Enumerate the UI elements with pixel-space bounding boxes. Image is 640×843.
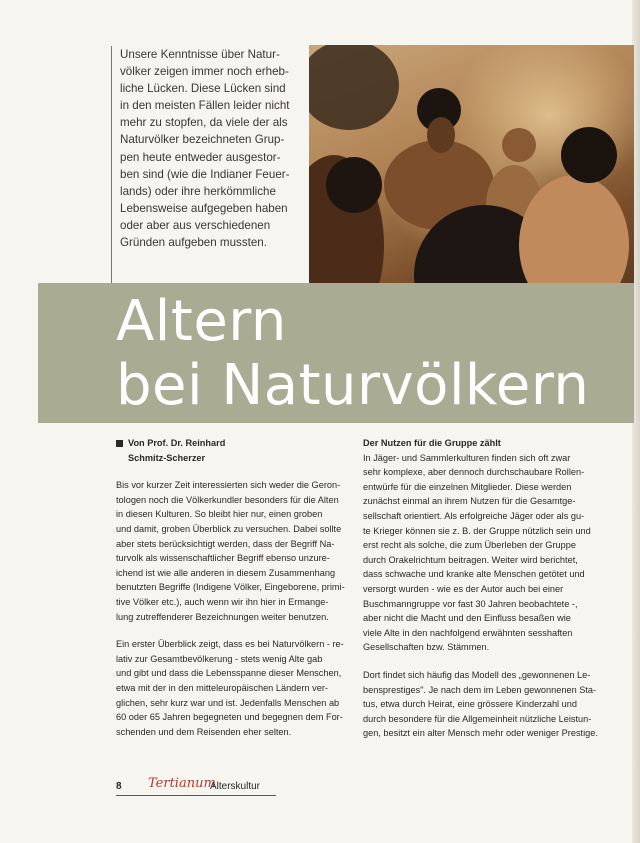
right-paragraph-2 — [363, 668, 599, 741]
text-line: viele Alte in den nachfolgend erwähnten sesshaften — [363, 627, 573, 638]
text-line: benutzten Begriffe (Indigene Völker, Eingeborene, primi- — [116, 582, 345, 593]
text-line: tologen noch die Völkerkundler besonders für die Alten — [116, 494, 339, 505]
intro-line: in den meisten Fällen leider nicht — [120, 99, 290, 113]
author-line-2: Schmitz-Scherzer — [128, 452, 206, 463]
title-line-1: Altern — [116, 289, 287, 354]
intro-line: Unsere Kenntnisse über Natur- — [120, 48, 280, 61]
article-title — [116, 290, 636, 418]
intro-text — [120, 46, 300, 251]
left-column — [116, 436, 348, 739]
text-line: sellschaft orientiert. Als erfolgreiche Jäger oder als gu- — [363, 510, 585, 521]
text-line: und damit, groben Überblick zu versuchen. Dabei sollte — [116, 523, 342, 534]
text-line: durch besondere für die Allgemeinheit nützliche Leistun- — [363, 713, 592, 724]
footer-rule — [116, 795, 276, 796]
text-line: tus, etwa durch Heirat, eine grössere Kinderzahl und — [363, 699, 577, 710]
text-line: Bis vor kurzer Zeit interessierten sich weder die Geron- — [116, 480, 341, 491]
text-line: In Jäger- und Sammlerkulturen finden sich oft zwar — [363, 452, 571, 463]
intro-rule — [111, 46, 112, 286]
square-bullet-icon — [116, 440, 123, 447]
text-line: tive Völker etc.), auch wenn wir ihn hier in Ermange- — [116, 596, 329, 607]
series-title: Alterskultur — [210, 781, 261, 792]
text-line: aber nicht die Macht und den Einfluss besaßen wie — [363, 613, 571, 624]
right-paragraph-1 — [363, 451, 599, 655]
brand-logo: Tertianum — [148, 776, 216, 791]
author-line-1: Von Prof. Dr. Reinhard — [128, 438, 226, 448]
text-line: dass schwache und kranke alte Menschen getötet und — [363, 569, 585, 580]
intro-line: liche Lücken. Diese Lücken sind — [120, 82, 286, 96]
text-line: sehr komplexe, aber dennoch durchschaubare Rollen- — [363, 467, 585, 478]
intro-line: oder aber aus verschiedenen — [120, 218, 271, 232]
text-line: durch Orakelrichtum beitragen. Weiter wird berichtet, — [363, 554, 578, 565]
text-line: erst recht als solche, die zum Überleben der Gruppe — [363, 540, 576, 551]
text-line: Buschmanngruppe vor fast 30 Jahren beobachtete -, — [363, 598, 578, 609]
section-subheading: Der Nutzen für die Gruppe zählt — [363, 438, 501, 448]
text-line: turvolk als wissenschaftlicher Begriff ebenso unzure- — [116, 553, 330, 564]
text-line: ichend ist wie alle anderen in diesem Zusammenhang — [116, 567, 336, 578]
text-line: glichen, sehr kurz war und ist. Jedenfalls Menschen ab — [116, 697, 340, 708]
text-line: aber stets berücksichtigt werden, dass der Begriff Na- — [116, 538, 335, 549]
text-line: Dort findet sich häufig das Modell des „gewonnenen Le- — [363, 669, 591, 680]
text-line: schenden und dem Reisenden eher selten. — [116, 726, 292, 737]
text-line: in diesen Kulturen. So bleibt hier nur, einen groben — [116, 509, 323, 520]
right-column — [363, 436, 599, 741]
intro-line: Lebensweise aufgegeben haben — [120, 201, 288, 215]
intro-line: völker zeigen immer noch erheb- — [120, 65, 289, 79]
text-line: versorgt wurden - wie es der Autor auch bei einer — [363, 583, 564, 594]
text-line: zunächst einmal an ihrem Nutzen für die Gesamtge- — [363, 496, 576, 507]
page-number: 8 — [116, 781, 122, 792]
text-line: entwürfe für die einzelnen Mitglieder. Diese werden — [363, 481, 572, 492]
text-line: lung zutreffenderer Bezeichnungen weiter benutzen. — [116, 611, 329, 622]
text-line: und gibt und dass die Lebensspanne dieser Menschen, — [116, 668, 342, 679]
text-line: Gesellschaften bzw. Stämmen. — [363, 642, 490, 653]
author — [116, 436, 348, 465]
text-line: etwa mit der in den mitteleuropäischen Ländern ver- — [116, 682, 328, 693]
intro-line: Naturvölker bezeichneten Grup- — [120, 133, 285, 147]
text-line: gen, besitzt ein alter Mensch mehr oder weniger Prestige. — [363, 728, 598, 739]
text-line: bensprestiges". Je nach dem im Leben gewonnenen Sta- — [363, 684, 597, 695]
intro-line: lands) oder ihre herkömmliche — [120, 184, 276, 198]
text-line: 60 oder 65 Jahren begegneten und begegnen dem For- — [116, 712, 343, 723]
title-line-2: bei Naturvölkern — [116, 353, 590, 418]
left-paragraph-2 — [116, 637, 348, 739]
text-line: lativ zur Gesamtbevölkerung - stets wenig Alte gab — [116, 653, 323, 664]
intro-line: Gründen aufgeben mussten. — [120, 236, 267, 250]
intro-line: ben sind (wie die Indianer Feuer- — [120, 167, 290, 181]
text-line: Ein erster Überblick zeigt, dass es bei Naturvölkern - re- — [116, 639, 344, 650]
left-paragraph-1 — [116, 478, 348, 624]
text-line: te Krieger können sie z. B. der Gruppe nützlich sein und — [363, 525, 591, 536]
intro-line: pen heute entweder ausgestor- — [120, 150, 281, 164]
intro-line: mehr zu stopfen, da viele der als — [120, 116, 288, 130]
